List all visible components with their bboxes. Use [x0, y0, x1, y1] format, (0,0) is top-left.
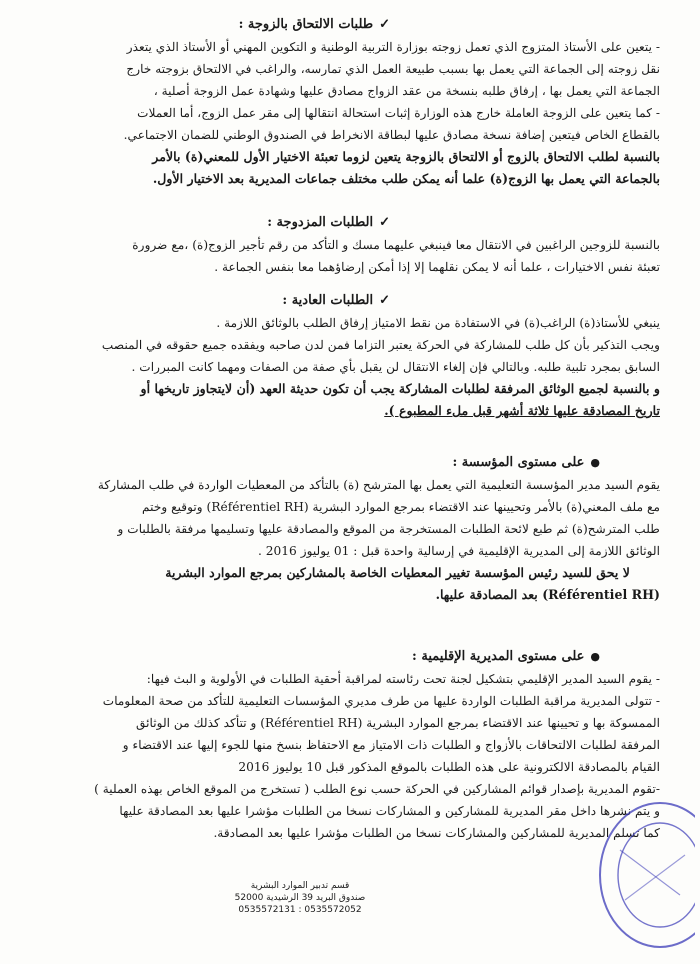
text-line: - تتولى المديرية مراقبة الطلبات الواردة عليها من طرف مديري المؤسسات التعليمية للتأكد من صحة المعلومات	[102, 694, 660, 708]
footer-line: صندوق البريد 39 الرشيدية 52000	[234, 893, 366, 903]
text-line: القيام بالمصادقة الالكترونية على هذه الطلبات بالموقع المذكور قبل 10 يوليوز 2016	[238, 760, 660, 774]
bold-line: لا يحق للسيد رئيس المؤسسة تغيير المعطيات الخاصة بالمشاركين بمرجع الموارد البشرية	[165, 565, 630, 580]
footer	[180, 880, 420, 916]
text-line: ويجب التذكير بأن كل طلب للمشاركة في الحركة يعتبر التزاما فمن لدن صاحبه ويفقده جميع حقوقه في المنصب	[101, 338, 660, 352]
regular-section	[30, 290, 660, 422]
text-line: - يتعين على الأستاذ المتزوج الذي تعمل زوجته بوزارة التربية الوطنية و التكوين المهني أو الأستاذ الذي يتعذر	[126, 40, 660, 54]
text-line: يقوم السيد مدير المؤسسة التعليمية التي يعمل بها المترشح (ة) بالتأكد من المعطيات الواردة في طلب المشاركة	[97, 478, 660, 492]
spouse-heading: ✓ طلبات الالتحاق بالزوجة :	[30, 14, 390, 36]
institution-heading: ● على مستوى المؤسسة :	[30, 452, 600, 474]
text-line: - يقوم السيد المدير الإقليمي بتشكيل لجنة تحت رئاسته لمراقبة أحقية الطلبات في الأولوية و البث فيها:	[146, 672, 660, 686]
directorate-section	[30, 646, 660, 844]
text-line: بالنسبة للزوجين الراغبين في الانتقال معا فينبغي عليهما مسك و التأكد من رقم تأجير الزوج(ة) ،مع ضرورة	[132, 238, 660, 252]
bold-line: و بالنسبة لجميع الوثائق المرفقة لطلبات المشاركة يجب أن تكون حديثة العهد (أن لايتجاوز تاريخها أو	[140, 381, 660, 396]
text-line: نقل زوجته إلى الجماعة التي يعمل بها بسبب طبيعة العمل الذي تمارسه، والراغب في الالتحاق بزوجته خارج	[126, 62, 660, 76]
bullet-icon: ●	[590, 456, 600, 469]
text-line: الممسوكة بها و تحيينها عند الاقتضاء بمرجع الموارد البشرية (Référentiel RH) و تتأكد كذلك من الوثائق	[135, 716, 660, 730]
text-line: ينبغي للأستاذ(ة) الراغب(ة) في الاستفادة من نقط الامتياز إرفاق الطلب بالوثائق اللازمة .	[216, 316, 660, 330]
text-line: كما تسلم المديرية للمشاركين والمشاركات نسخا من الطلبات مؤشرا عليها بعد المصادقة.	[213, 826, 660, 840]
bold-line: تاريخ المصادقة عليها ثلاثة أشهر قبل ملء المطبوع ).	[384, 403, 660, 418]
text-line: و يتم نشرها داخل مقر المديرية للمشاركين و المشاركات نسخا من الطلبات مؤشرا عليها بعد المصادقة عليها	[119, 804, 660, 818]
text-line: المرفقة لطلبات الالتحاقات بالأزواج و الطلبات ذات الامتياز مع الاحتفاظ بنسخ منها للجوء إليها عند الاقتضاء و	[122, 738, 660, 752]
regular-heading: ✓ الطلبات العادية :	[30, 290, 390, 312]
text-line: بالقطاع الخاص فيتعين إضافة نسخة مصادق عليها لبطاقة الانخراط في الصندوق الوطني للضمان الاجتماعي.	[123, 128, 660, 142]
bold-line: (Référentiel RH) بعد المصادقة عليها.	[435, 587, 660, 602]
spouse-section	[30, 14, 660, 190]
text-line: الوثائق اللازمة إلى المديرية الإقليمية في إرسالية واحدة قبل : 01 يوليوز 2016 .	[258, 544, 660, 558]
text-line: مع ملف المعني(ة) بالأمر وتحيينها عند الاقتضاء بمرجع الموارد البشرية (Référentiel RH) وتوقيع وختم	[142, 500, 660, 514]
text-line: السابق بمجرد تلبية طلبه. وبالتالي فإن إلغاء الانتقال لن يقبل بأي صفة من الصفات ومهما كانت المبررات .	[131, 360, 660, 374]
footer-line: قسم تدبير الموارد البشرية	[250, 881, 350, 891]
checkmark-icon: ✓	[379, 17, 390, 32]
text-line: الجماعة التي يعمل بها ، إرفاق طلبه بنسخة من عقد الزواج مصادق عليها وشهادة عمل الزوجة أصلية ،	[153, 84, 660, 98]
footer-line: 0535572052 : 0535572131	[238, 905, 362, 915]
text-line: طلب المترشح(ة) ثم طبع لائحة الطلبات المستخرجة من الموقع والمصادقة عليها وتسليمها مرفقة بالطلبات و	[117, 522, 660, 536]
official-stamp-icon	[590, 800, 695, 950]
dual-section	[30, 212, 660, 278]
text-line: -تقوم المديرية بإصدار قوائم المشاركين في الحركة حسب نوع الطلب ( تستخرج من الموقع الخاص بهذه العملية )	[94, 782, 660, 796]
text-line: تعبئة نفس الاختيارات ، علما أنه لا يمكن نقلهما إلا إذا أمكن إرضاؤهما معا بنفس الجماعة .	[214, 260, 660, 274]
bold-line: بالجماعة التي يعمل بها الزوج(ة) علما أنه يمكن طلب مختلف جماعات المديرية بعد الاختيار الأول.	[152, 171, 660, 186]
dual-heading: ✓ الطلبات المزدوجة :	[30, 212, 390, 234]
directorate-heading: ● على مستوى المديرية الإقليمية :	[30, 646, 600, 668]
institution-section	[30, 452, 660, 606]
bullet-icon: ●	[590, 650, 600, 663]
text-line: - كما يتعين على الزوجة العاملة خارج هذه الوزارة إثبات استحالة انتقالها إلى مقر عمل الزوج، أما العملات	[137, 106, 660, 120]
checkmark-icon: ✓	[379, 293, 390, 308]
bold-line: بالنسبة لطلب الالتحاق بالزوج أو الالتحاق بالزوجة يتعين لزوما تعبئة الاختيار الأول للمعني(ة) بالأمر	[152, 149, 660, 164]
checkmark-icon: ✓	[379, 215, 390, 230]
